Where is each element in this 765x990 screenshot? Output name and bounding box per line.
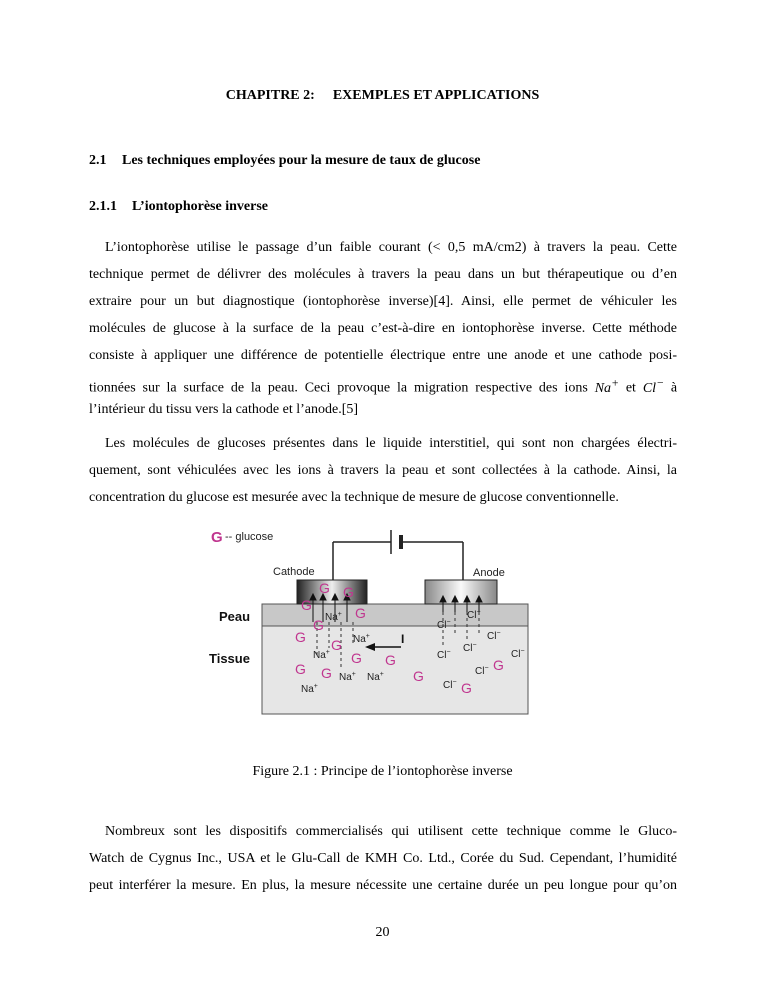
text-fragment: et: [625, 380, 636, 396]
tissue-label: Tissue: [209, 651, 250, 666]
chapter-number: CHAPITRE 2:: [225, 88, 315, 103]
skin-label: Peau: [219, 609, 251, 624]
text-line: Les molécules de glucoses présentes dans le liquide interstitiel, qui sont non chargées électri-: [105, 436, 677, 451]
anode-electrode: [425, 580, 497, 604]
cathode-label: Cathode: [273, 566, 315, 578]
paragraph-commercial-devices: [89, 818, 677, 899]
glucose-symbol: G: [385, 652, 396, 668]
text-line: concentration du glucose est mesurée avec la technique de mesure de glucose conventionnelle.: [89, 490, 619, 505]
anode-label: Anode: [473, 567, 505, 579]
cl-ion: Cl−: [437, 649, 451, 661]
legend-glucose-symbol: G: [211, 529, 223, 546]
text-line: Watch de Cygnus Inc., USA et le Glu-Call de KMH Co. Ltd., Corée du Sud. Cependant, l’humidité: [89, 851, 677, 866]
legend-glucose-text: -- glucose: [225, 531, 274, 543]
text-line: quement, sont véhiculées avec les ions à travers la peau et sont collectées à la cathode. Ainsi, la: [89, 463, 677, 478]
text-line: peut interférer la mesure. En plus, la mesure nécessite une certaine durée un peu longue pour qu’on: [89, 878, 677, 893]
section-heading: [89, 153, 480, 169]
glucose-symbol: G: [355, 605, 366, 621]
cl-ion-text: Cl−: [642, 376, 664, 396]
subsection-heading: [89, 199, 268, 215]
glucose-symbol: G: [493, 657, 504, 673]
page-number: 20: [375, 925, 390, 940]
text-line: molécules de glucose à la surface de la peau c’est-à-dire en iontophorèse inverse. Cette méthode: [89, 321, 677, 336]
text-line: l’intérieur du tissu vers la cathode et l’anode.[5]: [89, 402, 359, 417]
na-ion: Na+: [325, 611, 342, 623]
cl-ion: Cl−: [475, 665, 489, 677]
cl-ion: Cl−: [437, 619, 451, 631]
glucose-symbol: G: [301, 597, 312, 613]
subsection-number: 2.1.1: [89, 199, 117, 214]
na-ion: Na+: [353, 633, 370, 645]
current-label: I: [401, 632, 405, 646]
glucose-symbol: G: [313, 617, 324, 633]
text-fragment: tionnées sur la surface de la peau. Ceci provoque la migration respective des ions: [89, 380, 588, 396]
subsection-title: L’iontophorèse inverse: [132, 199, 268, 214]
iontophoresis-diagram: [205, 518, 545, 718]
na-ion: Na+: [367, 671, 384, 683]
glucose-symbol: G: [461, 680, 472, 696]
glucose-symbol: G: [351, 650, 362, 666]
cl-ion: Cl−: [511, 648, 525, 660]
paragraph-glucose-molecules: [89, 430, 677, 511]
chapter-title: [0, 88, 765, 104]
text-line: consiste à appliquer une différence de potentielle électrique entre une anode et une cathode posi-: [89, 348, 677, 363]
text-line: technique permet de délivrer des molécules à travers la peau dans un but thérapeutique ou d’en: [89, 267, 677, 282]
glucose-symbol: G: [331, 637, 342, 653]
glucose-symbol: G: [319, 580, 330, 596]
text-line: Nombreux sont les dispositifs commercialisés qui utilisent cette technique comme le Gluco-: [105, 824, 677, 839]
text-line-ions: [89, 369, 677, 396]
text-fragment: à: [670, 380, 678, 396]
glucose-symbol: G: [295, 661, 306, 677]
section-title: Les techniques employées pour la mesure de taux de glucose: [122, 153, 481, 168]
na-ion: Na+: [339, 671, 356, 683]
glucose-symbol: G: [343, 584, 354, 600]
text-line: L’iontophorèse utilise le passage d’un faible courant (< 0,5 mA/cm2) à travers la peau. Cette: [105, 240, 677, 255]
cl-ion: Cl−: [463, 642, 477, 654]
cl-ion: Cl−: [467, 609, 481, 621]
chapter-name: EXEMPLES ET APPLICATIONS: [332, 88, 540, 103]
figure-caption: Figure 2.1 : Principe de l’iontophorèse inverse: [252, 764, 513, 779]
na-ion: Na+: [301, 683, 318, 695]
glucose-symbol: G: [295, 629, 306, 645]
na-ion: Na+: [313, 649, 330, 661]
glucose-symbol: G: [413, 668, 424, 684]
cl-ion: Cl−: [443, 679, 457, 691]
paragraph-iontophoresis: [89, 234, 677, 423]
cl-ion: Cl−: [487, 630, 501, 642]
section-number: 2.1: [89, 153, 107, 168]
na-ion-text: Na+: [594, 376, 619, 396]
glucose-symbol: G: [321, 665, 332, 681]
text-line: extraire pour un but diagnostique (iontophorèse inverse)[4]. Ainsi, elle permet de véhiculer les: [89, 294, 677, 309]
